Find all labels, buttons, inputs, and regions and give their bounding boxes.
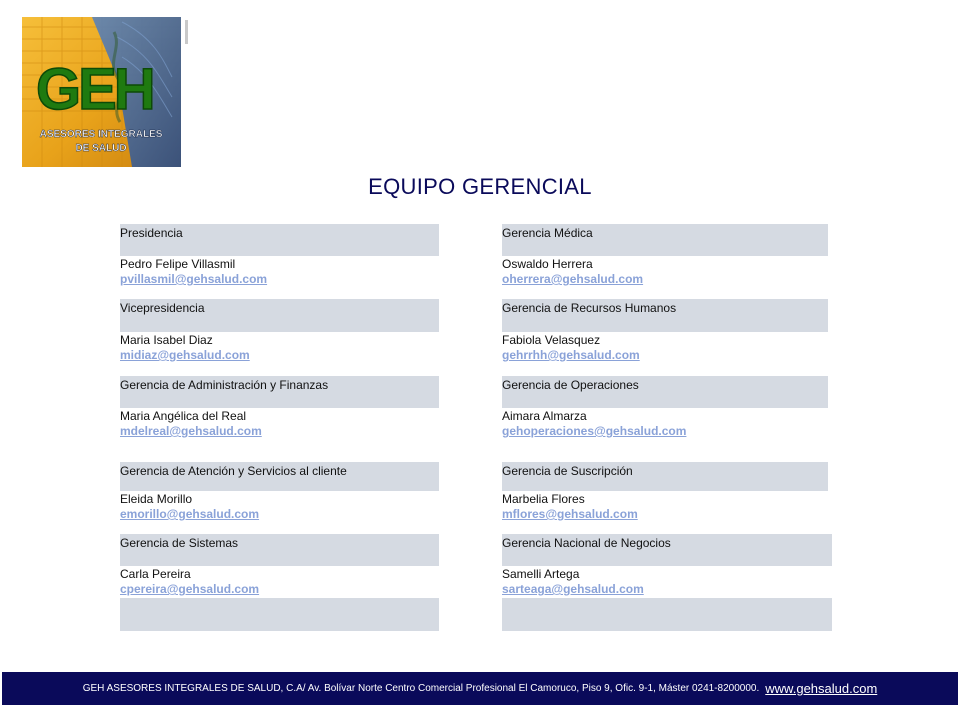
department-label: Gerencia de Administración y Finanzas bbox=[120, 378, 329, 392]
geh-logo-graphic bbox=[22, 17, 181, 167]
empty-band bbox=[502, 598, 832, 631]
page-title: EQUIPO GERENCIAL bbox=[368, 174, 592, 199]
department-band bbox=[502, 462, 828, 491]
member-entry bbox=[120, 567, 259, 597]
department-label: Gerencia Médica bbox=[502, 226, 593, 240]
footer-address: GEH ASESORES INTEGRALES DE SALUD, C.A/ Av. Bolívar Norte Centro Comercial Profesional El Camoruco, Piso 9, Ofic. 9-1, Máster 0241-8200000. bbox=[82, 683, 760, 694]
department-band bbox=[120, 534, 439, 566]
member-entry bbox=[120, 409, 262, 439]
department-band bbox=[120, 462, 439, 491]
member-name: Maria Isabel Diaz bbox=[120, 333, 213, 347]
department-label: Gerencia de Recursos Humanos bbox=[502, 301, 677, 315]
member-email-link[interactable]: mflores@gehsalud.com bbox=[502, 507, 638, 521]
department-band bbox=[120, 224, 439, 256]
member-email-link[interactable]: gehrrhh@gehsalud.com bbox=[502, 348, 640, 362]
member-name: Fabiola Velasquez bbox=[502, 333, 601, 347]
member-entry bbox=[502, 492, 638, 522]
department-band bbox=[502, 534, 832, 566]
member-name: Carla Pereira bbox=[120, 567, 191, 581]
member-name: Eleida Morillo bbox=[120, 492, 193, 506]
department-label: Presidencia bbox=[120, 226, 183, 240]
member-entry bbox=[502, 257, 643, 287]
member-email-link[interactable]: cpereira@gehsalud.com bbox=[120, 582, 260, 596]
member-entry bbox=[120, 333, 250, 363]
member-entry bbox=[502, 567, 644, 597]
member-email-link[interactable]: emorillo@gehsalud.com bbox=[120, 507, 260, 521]
footer-bar bbox=[2, 672, 958, 705]
logo-side-mark bbox=[184, 20, 189, 44]
department-label: Gerencia Nacional de Negocios bbox=[502, 536, 671, 550]
department-label: Gerencia de Operaciones bbox=[502, 378, 639, 392]
department-band bbox=[120, 299, 439, 332]
department-label: Gerencia de Atención y Servicios al cliente bbox=[120, 464, 347, 478]
company-logo bbox=[22, 17, 181, 167]
member-name: Oswaldo Herrera bbox=[502, 257, 593, 271]
department-band bbox=[502, 376, 828, 408]
logo-subtitle-line1: ASESORES INTEGRALES bbox=[39, 129, 163, 140]
department-band bbox=[502, 224, 828, 256]
member-entry bbox=[502, 333, 640, 363]
logo-subtitle-line2: DE SALUD bbox=[75, 143, 127, 154]
department-label: Gerencia de Sistemas bbox=[120, 536, 239, 550]
member-name: Aimara Almarza bbox=[502, 409, 587, 423]
website-link[interactable]: www.gehsalud.com bbox=[765, 681, 878, 696]
member-name: Samelli Artega bbox=[502, 567, 580, 581]
department-label: Gerencia de Suscripción bbox=[502, 464, 633, 478]
member-email-link[interactable]: mdelreal@gehsalud.com bbox=[120, 424, 262, 438]
member-name: Marbelia Flores bbox=[502, 492, 585, 506]
member-entry bbox=[120, 492, 259, 522]
member-email-link[interactable]: gehoperaciones@gehsalud.com bbox=[502, 424, 687, 438]
department-band bbox=[120, 376, 439, 408]
member-email-link[interactable]: sarteaga@gehsalud.com bbox=[502, 582, 644, 596]
member-email-link[interactable]: pvillasmil@gehsalud.com bbox=[120, 272, 268, 286]
member-entry bbox=[120, 257, 267, 287]
member-entry bbox=[502, 409, 686, 439]
empty-band bbox=[120, 598, 439, 631]
logo-lettering: GEH bbox=[36, 57, 153, 122]
member-email-link[interactable]: midiaz@gehsalud.com bbox=[120, 348, 250, 362]
department-label: Vicepresidencia bbox=[120, 301, 205, 315]
member-name: Pedro Felipe Villasmil bbox=[120, 257, 236, 271]
member-email-link[interactable]: oherrera@gehsalud.com bbox=[502, 272, 644, 286]
department-band bbox=[502, 299, 828, 332]
member-name: Maria Angélica del Real bbox=[120, 409, 247, 423]
